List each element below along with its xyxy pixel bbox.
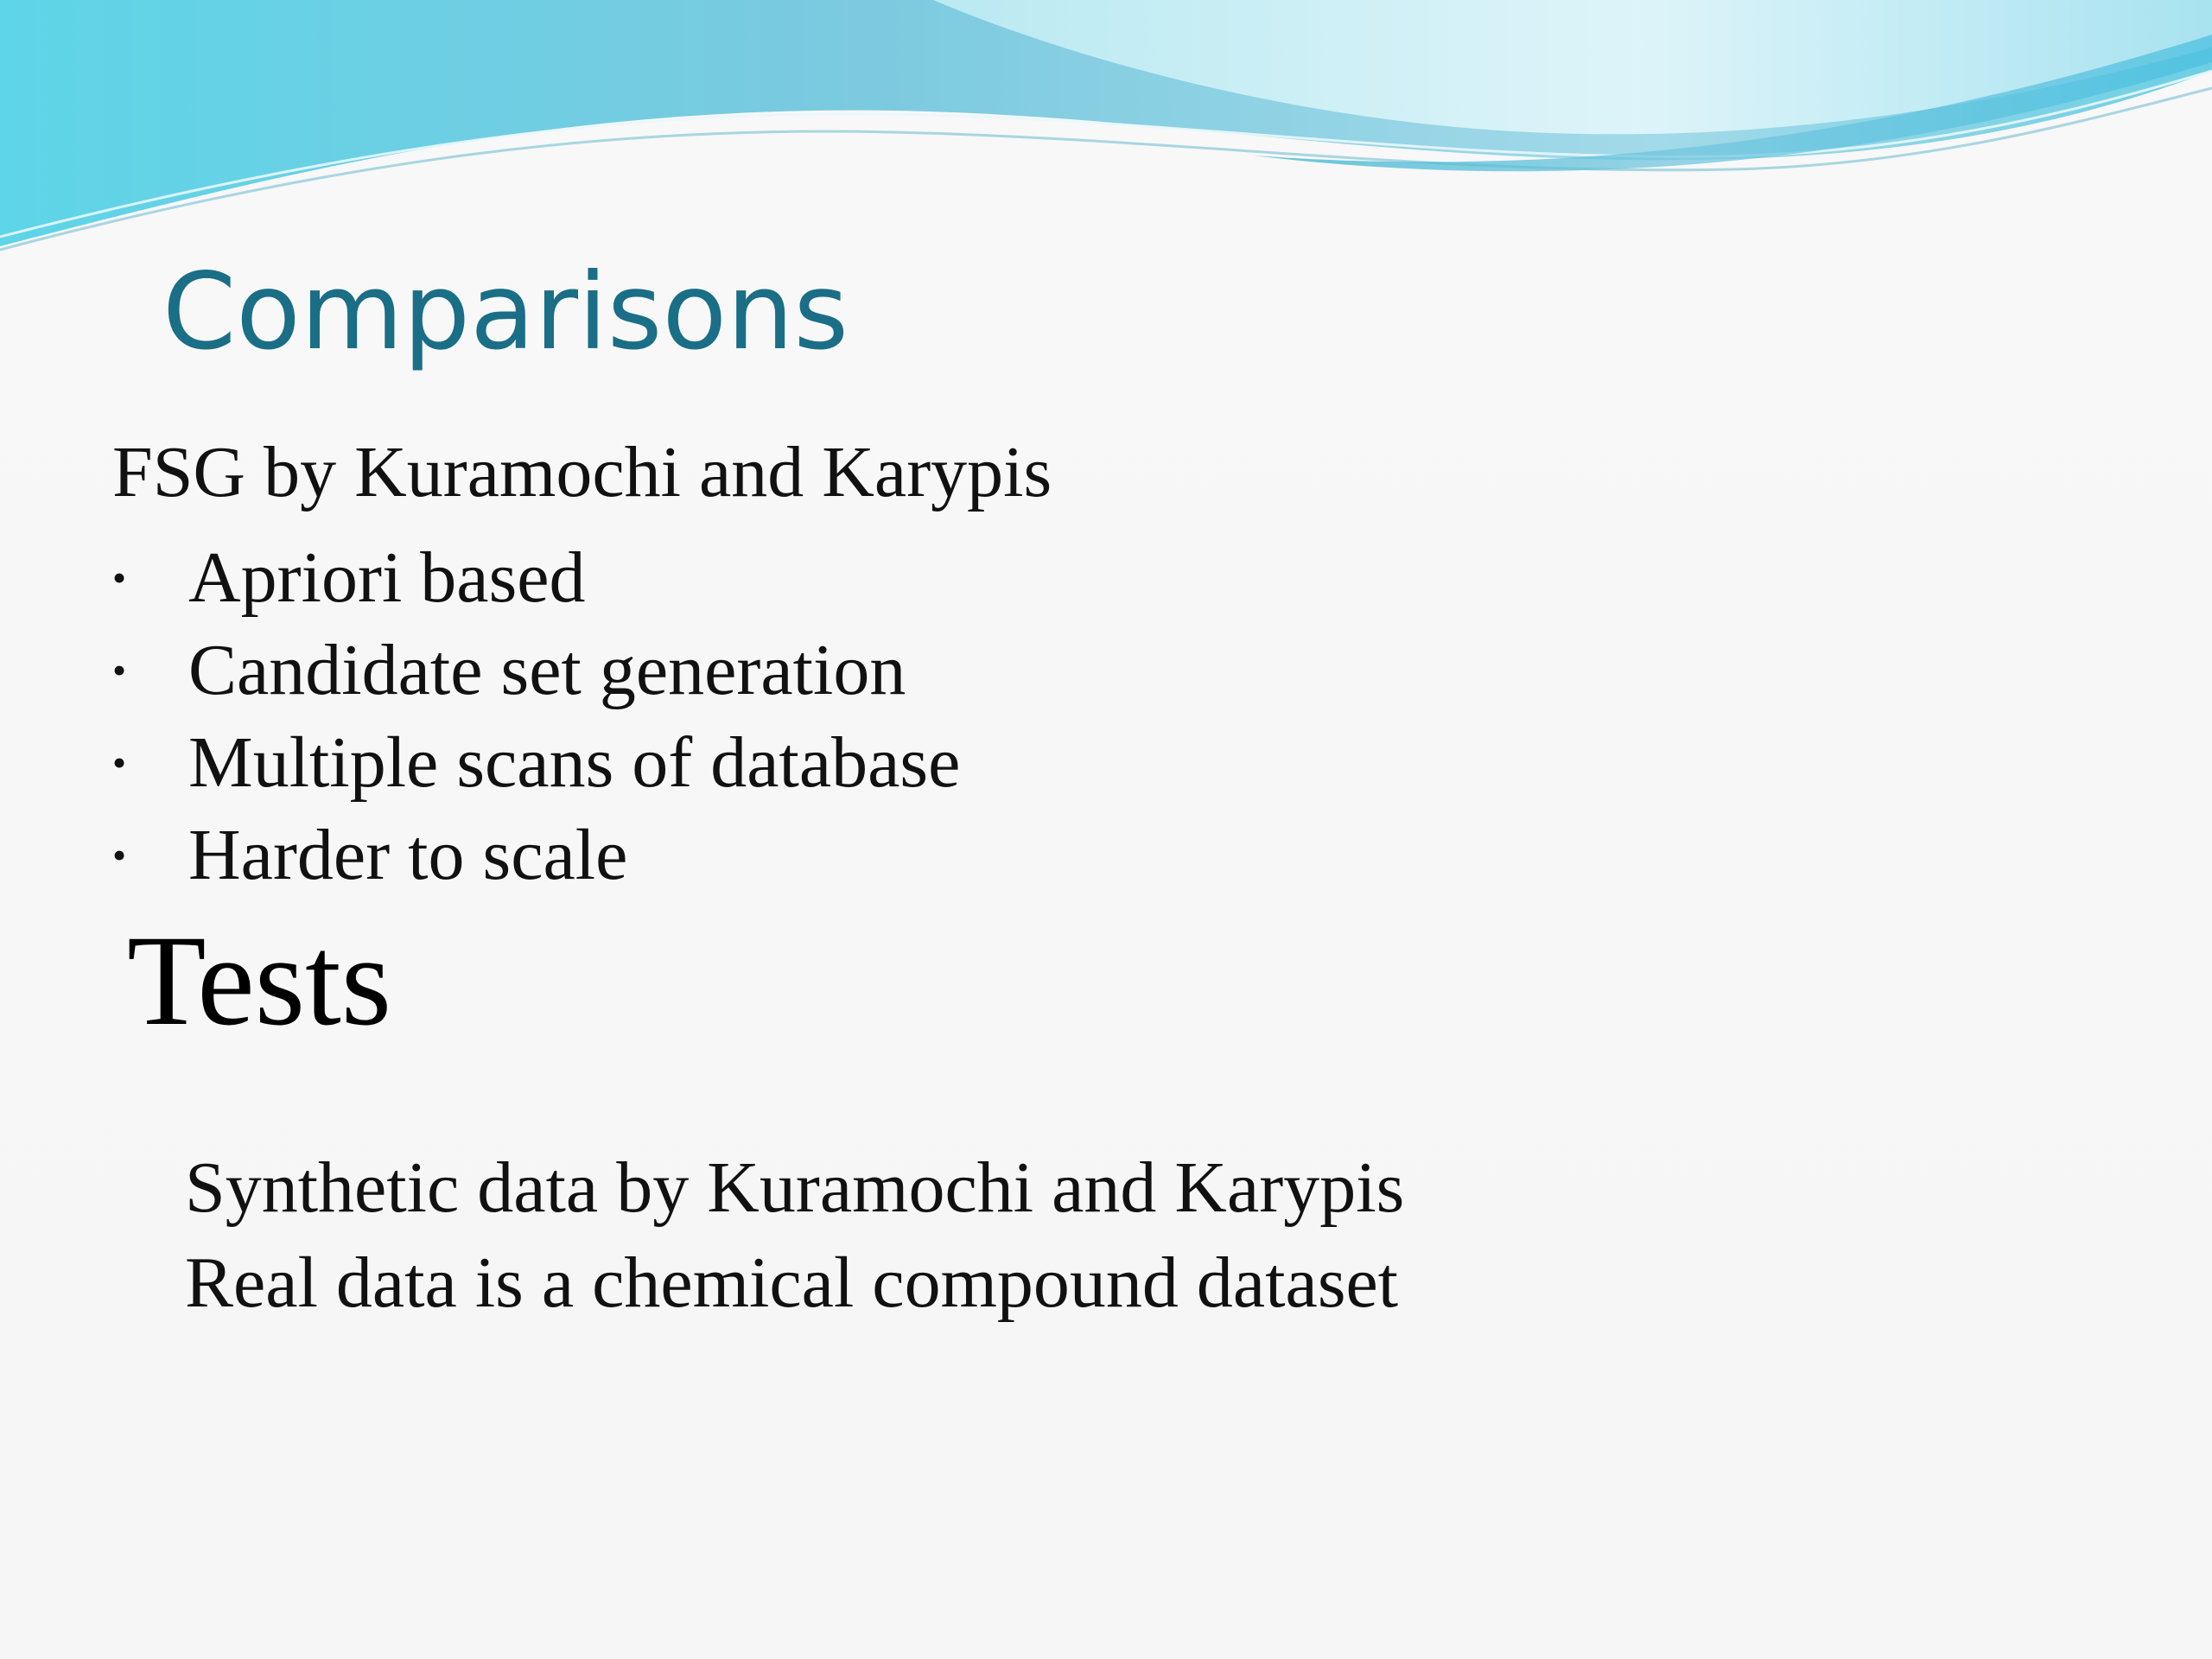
- bullet-text-harder-to-scale: Harder to scale: [188, 815, 628, 895]
- bullet-icon: •: [112, 833, 127, 877]
- bullet-icon: •: [112, 741, 127, 785]
- bullet-list-item: [105, 531, 960, 624]
- tests-description-list: [185, 1141, 1404, 1331]
- fsg-bullet-list: [105, 531, 960, 901]
- bullet-list-item: [105, 624, 960, 716]
- slide-title: Comparisons: [162, 251, 849, 373]
- tests-line-synthetic-data: Synthetic data by Kuramochi and Karypis: [185, 1147, 1405, 1228]
- tests-line-real-data: Real data is a chemical compound dataset: [185, 1243, 1399, 1323]
- decorative-wave-header: [0, 0, 2212, 259]
- tests-section-title: Tests: [127, 909, 392, 1052]
- bullet-icon: •: [112, 648, 127, 692]
- bullet-text-apriori-based: Apriori based: [188, 537, 586, 618]
- fsg-intro-line: FSG by Kuramochi and Karypis: [112, 432, 1052, 512]
- bullet-icon: •: [112, 556, 127, 600]
- bullet-text-multiple-scans-of-database: Multiple scans of database: [188, 722, 961, 803]
- bullet-text-candidate-set-generation: Candidate set generation: [188, 630, 906, 710]
- bullet-list-item: [105, 809, 960, 901]
- bullet-list-item: [105, 716, 960, 809]
